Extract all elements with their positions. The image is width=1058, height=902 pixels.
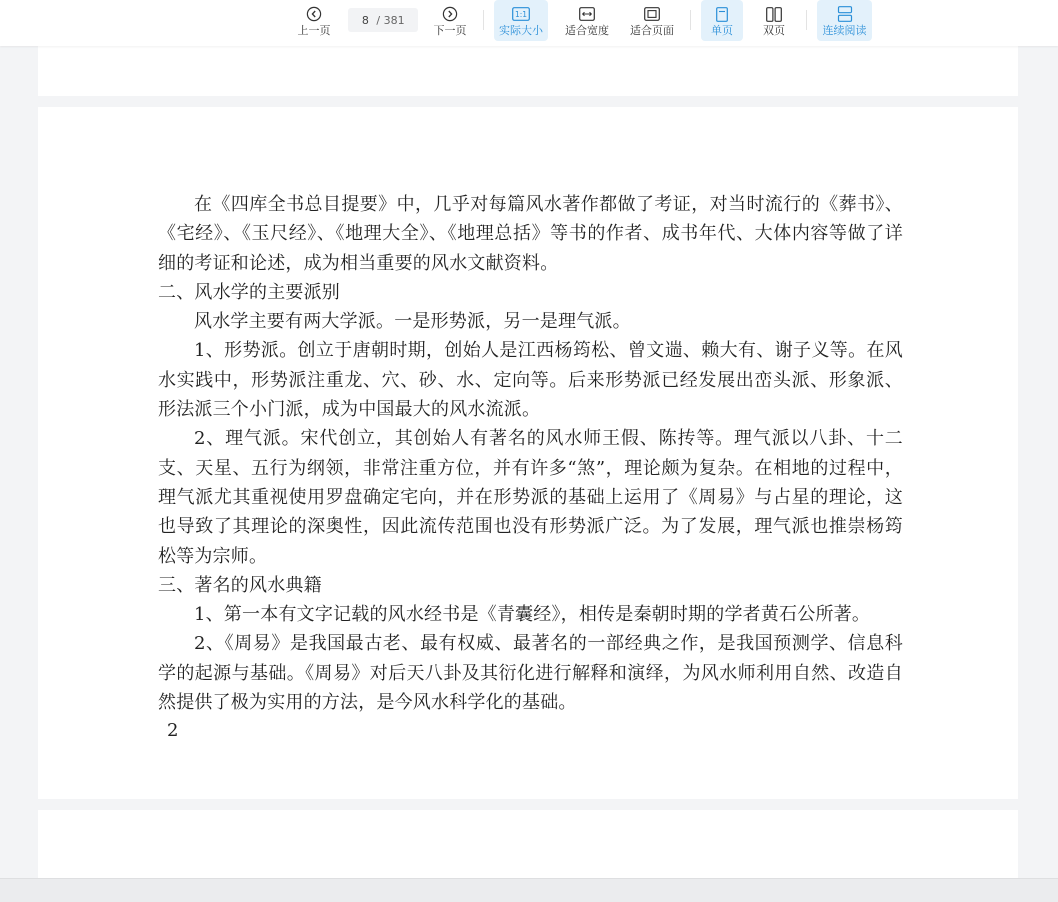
section-heading: 三、著名的风水典籍	[158, 574, 322, 596]
paragraph: 1、形势派。创立于唐朝时期，创始人是江西杨筠松、曾文遄、赖大有、谢子义等。在风水实践中，形势派注重龙、穴、砂、水、定向等。后来形势派已经发展出峦头派、形象派、形法派三个小门派，成为中国最大的风水流派。	[158, 340, 903, 421]
current-page-value[interactable]: 8	[361, 13, 369, 27]
double-page-label: 双页	[763, 24, 785, 37]
actual-size-label: 实际大小	[499, 24, 543, 37]
single-page-button[interactable]	[701, 0, 743, 41]
paragraph: 2、《周易》是我国最古老、最有权威、最著名的一部经典之作，是我国预测学、信息科学的起源与基础。《周易》对后天八卦及其衍化进行解释和演绎，为风水师利用自然、改造自然提供了极为实用的方法，是今风水科学化的基础。	[158, 633, 903, 714]
viewer-toolbar	[0, 0, 1058, 46]
fit-page-icon	[644, 5, 660, 23]
next-page-sheet	[38, 810, 1018, 878]
toolbar-divider	[483, 10, 484, 30]
chevron-right-circle-icon	[442, 5, 458, 23]
prev-page-label: 上一页	[297, 24, 331, 37]
paragraph: 风水学主要有两大学派。一是形势派，另一是理气派。	[194, 311, 631, 333]
fit-page-label: 适合页面	[630, 24, 674, 37]
fit-width-icon	[579, 5, 595, 23]
paragraph: 1、第一本有文字记载的风水经书是《青囊经》，相传是秦朝时期的学者黄石公所著。	[194, 604, 871, 626]
fit-width-label: 适合宽度	[565, 24, 609, 37]
continuous-reading-label: 连续阅读	[822, 24, 867, 37]
continuous-reading-button[interactable]	[817, 0, 872, 41]
section-heading: 二、风水学的主要派别	[158, 281, 340, 303]
next-page-button[interactable]	[430, 0, 470, 41]
next-page-label: 下一页	[433, 24, 467, 37]
page-footer-number: 2	[167, 720, 179, 741]
total-pages: / 381	[376, 13, 405, 27]
toolbar-divider	[690, 10, 691, 30]
fit-width-button[interactable]	[560, 0, 614, 41]
horizontal-scrollbar[interactable]	[0, 878, 1058, 902]
continuous-reading-icon	[837, 5, 853, 23]
page-number-input[interactable]	[348, 8, 418, 32]
previous-page-sheet	[38, 46, 1018, 96]
paragraph: 2、理气派。宋代创立，其创始人有著名的风水师王假、陈抟等。理气派以八卦、十二支、天星、五行为纲领，非常注重方位，并有许多“煞”，理论颇为复杂。在相地的过程中，理气派尤其重视使用罗盘确定宅向，并在形势派的基础上运用了《周易》与占星的理论，这也导致了其理论的深奥性，因此流传范围也没有形势派广泛。为了发展，理气派也推崇杨筠松等为宗师。	[158, 428, 903, 567]
single-page-icon	[716, 5, 728, 23]
toolbar-divider	[806, 10, 807, 30]
actual-size-button[interactable]	[494, 0, 548, 41]
fit-page-button[interactable]	[625, 0, 679, 41]
actual-size-icon	[512, 5, 530, 23]
prev-page-button[interactable]	[294, 0, 334, 41]
chevron-left-circle-icon	[306, 5, 322, 23]
actual-size-icon-text: 1:1	[514, 10, 528, 19]
double-page-icon	[766, 5, 782, 23]
paragraph: 在《四库全书总目提要》中，几乎对每篇风水著作都做了考证，对当时流行的《葬书》、《宅经》、《玉尺经》、《地理大全》、《地理总括》等书的作者、成书年代、大体内容等做了详细的考证和论述，成为相当重要的风水文献资料。	[158, 194, 903, 274]
page-text-content	[158, 190, 903, 717]
single-page-label: 单页	[711, 24, 733, 37]
double-page-button[interactable]	[753, 0, 795, 41]
